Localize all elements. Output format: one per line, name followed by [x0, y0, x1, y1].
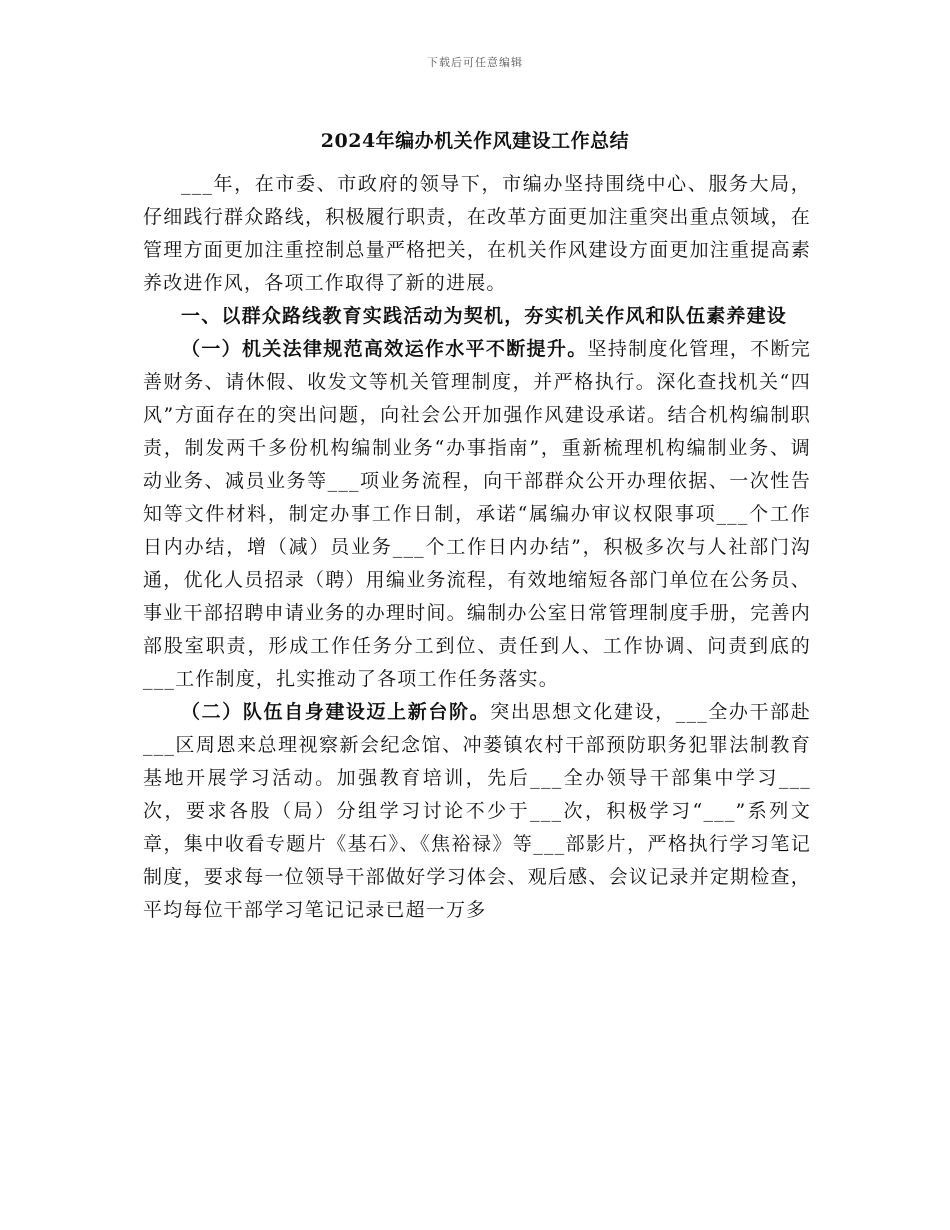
document-body	[143, 168, 811, 927]
subsection-paragraph-2	[143, 696, 811, 927]
intro-paragraph	[143, 168, 811, 300]
subsection-2-lead: （二）队伍自身建设迈上新台阶。	[181, 701, 491, 723]
subsection-paragraph-1	[143, 333, 811, 696]
intro-paragraph-text: ___年，在市委、市政府的领导下，市编办坚持围绕中心、服务大局，仔细践行群众路线，积极履行职责，在改革方面更加注重突出重点领域，在管理方面更加注重控制总量严格把关，在机关作风建设方面更加注重提高素养改进作风，各项工作取得了新的进展。	[143, 173, 811, 294]
page-header-note: 下载后可任意编辑	[427, 56, 523, 69]
section-heading-1	[143, 300, 811, 333]
subsection-2-text: 突出思想文化建设，___全办干部赴___区周恩来总理视察新会纪念馆、冲蒌镇农村干部预防职务犯罪法制教育基地开展学习活动。加强教育培训，先后___全办领导干部集中学习___次，要求各股（局）分组学习讨论不少于___次，积极学习“___”系列文章，集中收看专题片《基石》、《焦裕禄》等___部影片，严格执行学习笔记制度，要求每一位领导干部做好学习体会、观后感、会议记录并定期检查，平均每位干部学习笔记记录已超一万多	[143, 701, 811, 921]
subsection-1-text: 坚持制度化管理，不断完善财务、请休假、收发文等机关管理制度，并严格执行。深化查找机关“四风”方面存在的突出问题，向社会公开加强作风建设承诺。结合机构编制职责，制发两千多份机构编制业务“办事指南”，重新梳理机构编制业务、调动业务、减员业务等___项业务流程，向干部群众公开办理依据、一次性告知等文件材料，制定办事工作日制，承诺“属编办审议权限事项___个工作日内办结，增（减）员业务___个工作日内办结”，积极多次与人社部门沟通，优化人员招录（聘）用编业务流程，有效地缩短各部门单位在公务员、事业干部招聘申请业务的办理时间。编制办公室日常管理制度手册，完善内部股室职责，形成工作任务分工到位、责任到人、工作协调、问责到底的___工作制度，扎实推动了各项工作任务落实。	[143, 338, 811, 690]
subsection-1-lead: （一）机关法律规范高效运作水平不断提升。	[181, 338, 588, 360]
document-title: 2024年编办机关作风建设工作总结	[320, 130, 630, 152]
section-heading-1-text: 一、以群众路线教育实践活动为契机，夯实机关作风和队伍素养建设	[181, 305, 788, 327]
